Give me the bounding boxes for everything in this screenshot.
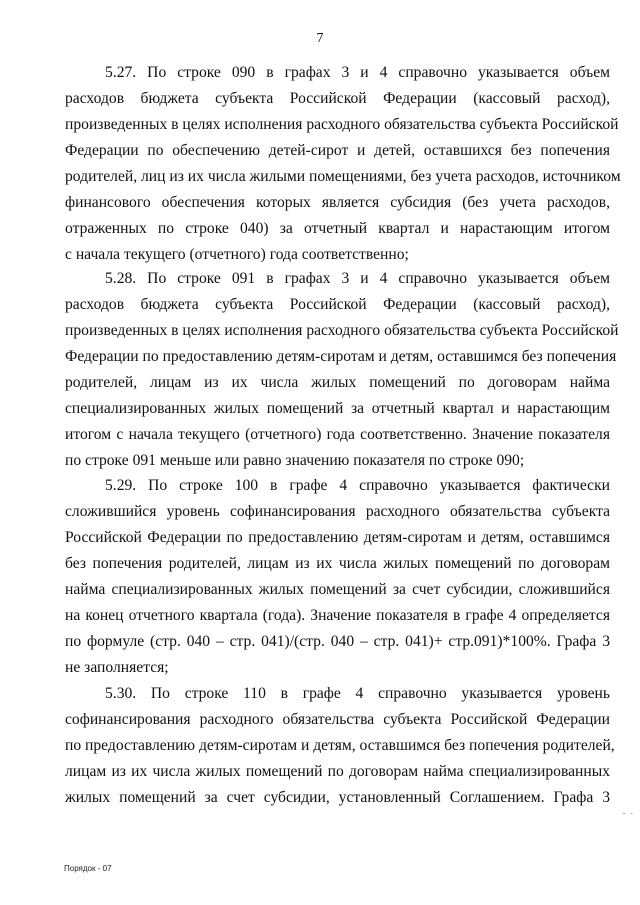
text-line: финансового обеспечения которых является субсидия (без учета расходов, bbox=[65, 194, 610, 211]
paragraph-5-29 bbox=[65, 473, 610, 681]
text-line: специализированных жилых помещений за отчетный квартал и нарастающим bbox=[65, 400, 610, 417]
text-line: на конец отчетного квартала (года). Значение показателя в графе 4 определяется bbox=[65, 607, 610, 624]
text-line: родителей, лицам из их числа жилых помещений по договорам найма bbox=[65, 374, 610, 391]
paragraph-5-27 bbox=[65, 60, 621, 268]
text-line: итогом с начала текущего (отчетного) года соответственно. Значение показателя bbox=[65, 426, 610, 443]
text-line: по предоставлению детям-сиротам и детям, оставшимся без попечения родителей, bbox=[65, 737, 615, 754]
text-line: родителей, лиц из их числа жилыми помещениями, без учета расходов, источником bbox=[65, 168, 621, 185]
footer-code: Порядок - 07 bbox=[64, 864, 112, 873]
text-line: Федерации по обеспечению детей-сирот и детей, оставшихся без попечения bbox=[65, 142, 610, 159]
text-line: расходов бюджета субъекта Российской Федерации (кассовый расход), bbox=[65, 90, 610, 107]
text-line: софинансирования расходного обязательства субъекта Российской Федерации bbox=[65, 711, 610, 728]
text-line: жилых помещений за счет субсидии, установленный Соглашением. Графа 3 bbox=[65, 789, 610, 806]
text-line: отраженных по строке 040) за отчетный квартал и нарастающим итогом bbox=[65, 220, 610, 237]
text-line: Федерации по предоставлению детям-сиротам и детям, оставшимся без попечения bbox=[65, 348, 617, 365]
text-line: 5.30. По строке 110 в графе 4 справочно указывается уровень bbox=[105, 685, 610, 702]
scan-corner-mark: - - bbox=[622, 808, 634, 818]
text-line: сложившийся уровень софинансирования расходного обязательства субъекта bbox=[65, 503, 610, 520]
page-number: 7 bbox=[316, 31, 324, 46]
text-line: с начала текущего (отчетного) года соответственно; bbox=[65, 246, 409, 263]
text-line: лицам из их числа жилых помещений по договорам найма специализированных bbox=[65, 763, 610, 780]
text-line: 5.28. По строке 091 в графах 3 и 4 справочно указывается объем bbox=[105, 270, 610, 287]
text-line: по строке 091 меньше или равно значению показателя по строке 090; bbox=[65, 452, 525, 469]
text-line: 5.27. По строке 090 в графах 3 и 4 справочно указывается объем bbox=[105, 64, 610, 81]
text-line: расходов бюджета субъекта Российской Федерации (кассовый расход), bbox=[65, 296, 610, 313]
text-line: произведенных в целях исполнения расходного обязательства субъекта Российской bbox=[65, 116, 619, 133]
text-line: найма специализированных жилых помещений за счет субсидии, сложившийся bbox=[65, 581, 610, 598]
text-line: не заполняется; bbox=[65, 659, 169, 676]
text-line: Российской Федерации по предоставлению детям-сиротам и детям, оставшимся bbox=[65, 529, 610, 546]
text-line: произведенных в целях исполнения расходного обязательства субъекта Российской bbox=[65, 322, 619, 339]
text-line: по формуле (стр. 040 – стр. 041)/(стр. 040 – стр. 041)+ стр.091)*100%. Графа 3 bbox=[65, 633, 610, 650]
text-line: без попечения родителей, лицам из их числа жилых помещений по договорам bbox=[65, 555, 610, 572]
text-line: 5.29. По строке 100 в графе 4 справочно указывается фактически bbox=[105, 477, 610, 494]
paragraph-5-30 bbox=[65, 681, 615, 811]
paragraph-5-28 bbox=[65, 266, 619, 474]
